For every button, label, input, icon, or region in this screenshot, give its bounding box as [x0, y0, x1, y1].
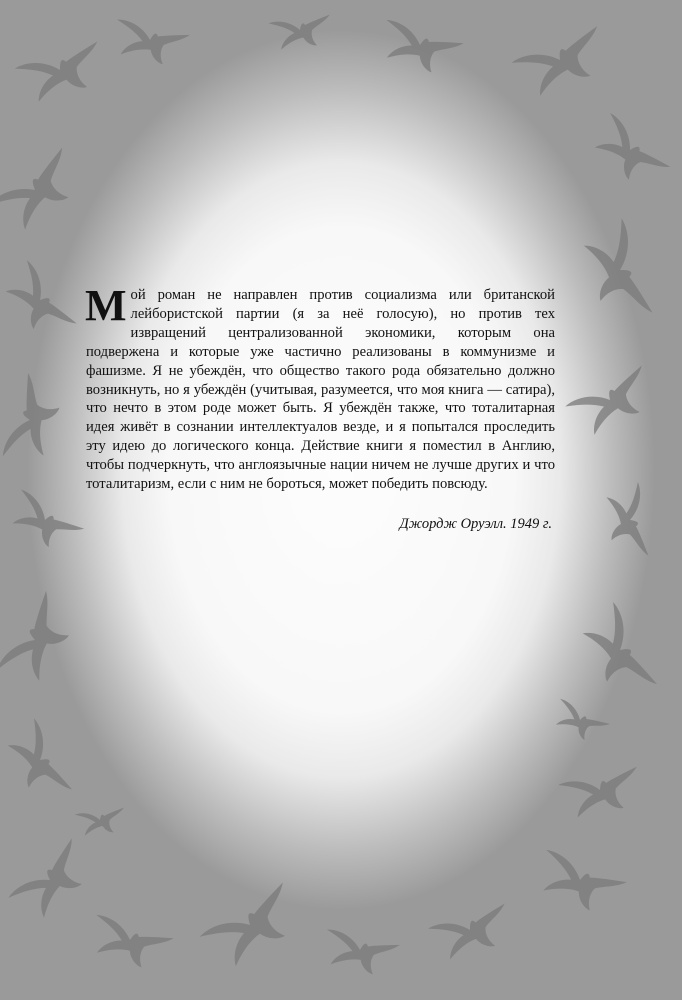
bird-icon [111, 19, 191, 68]
quote-text: ой роман не направлен против социализма или британской лейбористской партии (я за неё голосую), но против тех извращений централизованной экономики, которым она подвержена и которые уже частично реализованы в коммунизме и фашизме. Я не убеждён, что общество такого рода обязательно должно возникнуть, но я убеждён (учитывая, разумеется, что моя книга — сатира), что нечто в этом роде может быть. Я убеждён также, что тоталитарная идея живёт в сознании интеллектуалов везде, и я попытался проследить эту идею до логического конца. Действие книги я поместил в Англию, чтобы подчеркнуть, что англоязычные нации ничем не лучше других и что тоталитаризм, если с ним не бороться, может победить повсюду. [86, 287, 555, 493]
quote-block [85, 281, 555, 494]
quote-paragraph [85, 281, 555, 494]
bird-icon [321, 929, 401, 978]
bird-icon [0, 260, 79, 347]
bird-icon [511, 23, 615, 104]
bird-icon [15, 38, 111, 108]
author-attribution: Джордж Оруэлл. 1949 г. [399, 516, 552, 532]
bird-icon [585, 112, 672, 194]
bird-icon [199, 879, 308, 976]
bird-icon [574, 602, 660, 705]
bird-icon [0, 718, 75, 808]
bird-icon [376, 19, 464, 78]
bird-icon [428, 901, 517, 966]
bird-icon [0, 589, 82, 692]
bird-icon [2, 372, 66, 467]
bird-icon [8, 836, 100, 928]
bird-icon [268, 12, 334, 53]
bird-icon [577, 218, 657, 328]
bird-icon [549, 698, 611, 746]
bird-icon [558, 764, 646, 823]
bird-icon [602, 482, 651, 562]
bird-icon [75, 806, 128, 839]
bird-icon [532, 849, 628, 919]
bird-icon [565, 362, 662, 442]
bird-icon [86, 914, 174, 973]
bird-icon [0, 145, 89, 240]
drop-cap: М [85, 281, 127, 330]
bird-icon [3, 489, 86, 558]
